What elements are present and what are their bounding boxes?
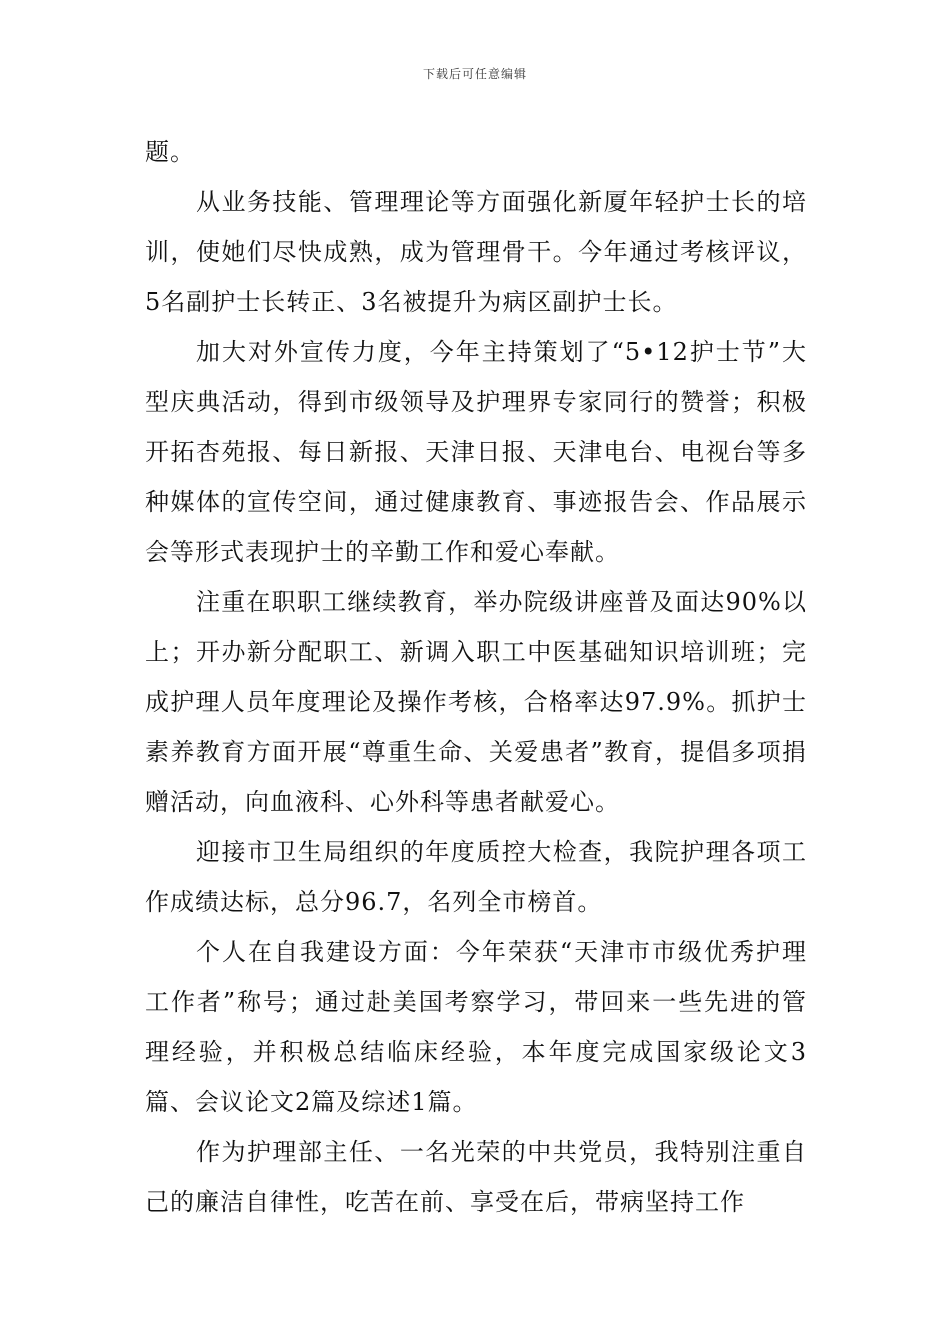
paragraph-inspection: 迎接市卫生局组织的年度质控大检查，我院护理各项工作成绩达标，总分96.7，名列全市榜首。 [145,838,807,916]
paragraph-publicity: 加大对外宣传力度，今年主持策划了“5•12护士节”大型庆典活动，得到市级领导及护理界专家同行的赞誉；积极开拓杏苑报、每日新报、天津日报、天津电台、电视台等多种媒体的宣传空间，通过健康教育、事迹报告会、作品展示会等形式表现护士的辛勤工作和爱心奉献。 [145,338,807,566]
paragraph-training: 从业务技能、管理理论等方面强化新厦年轻护士长的培训，使她们尽快成熟，成为管理骨干。今年通过考核评议，5名副护士长转正、3名被提升为病区副护士长。 [145,188,807,316]
paragraph-education: 注重在职职工继续教育，举办院级讲座普及面达90%以上；开办新分配职工、新调入职工中医基础知识培训班；完成护理人员年度理论及操作考核，合格率达97.9%。抓护士素养教育方面开展“尊重生命、关爱患者”教育，提倡多项捐赠活动，向血液科、心外科等患者献爱心。 [145,588,807,816]
paragraph-integrity: 作为护理部主任、一名光荣的中共党员，我特别注重自己的廉洁自律性，吃苦在前、享受在后，带病坚持工作 [145,1138,807,1216]
document-body [145,127,807,1227]
paragraph-continuation: 题。 [145,138,195,166]
paragraph-personal: 个人在自我建设方面：今年荣获“天津市市级优秀护理工作者”称号；通过赴美国考察学习，带回来一些先进的管理经验，并积极总结临床经验，本年度完成国家级论文3篇、会议论文2篇及综述1篇。 [145,938,807,1116]
page-header: 下载后可任意编辑 [422,67,527,81]
